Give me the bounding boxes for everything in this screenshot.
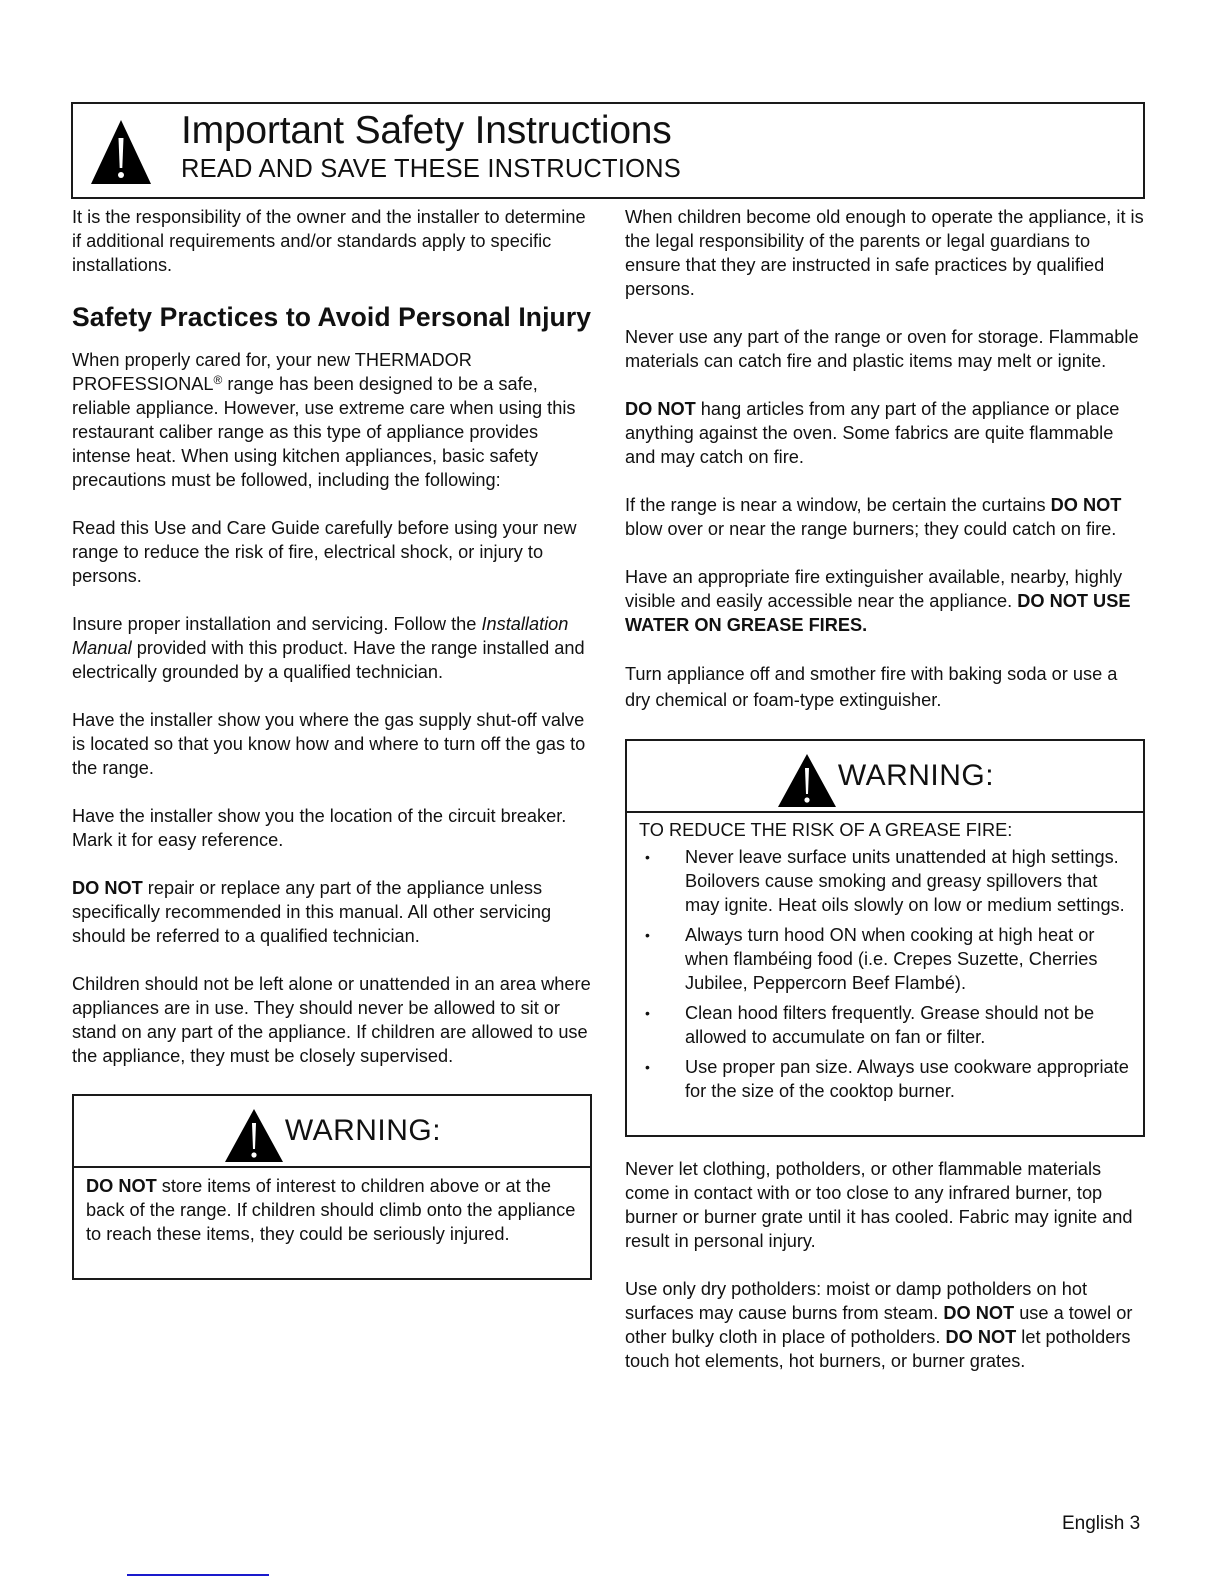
bullet-icon: • — [645, 849, 650, 865]
paragraph-text: If the range is near a window, be certain the curtains — [625, 495, 1051, 515]
warning-bullet — [639, 923, 1131, 995]
paragraph-text: provided with this product. Have the range installed and electrically grounded by a qualified technician. — [72, 638, 585, 682]
header-box — [71, 102, 1145, 199]
intro-paragraph: It is the responsibility of the owner and the installer to determine if additional requirements and/or standards apply to specific installations. — [72, 207, 586, 275]
paragraph-text: use a towel or other bulky cloth in place of potholders. — [625, 1303, 1133, 1347]
emphasis-no-water: DO NOT USE WATER ON GREASE FIRES. — [625, 591, 1131, 635]
warning-header — [627, 741, 1143, 813]
paragraph-gas-valve: Have the installer show you where the gas supply shut-off valve is located so that you know how and where to turn off the gas to the range. — [72, 710, 586, 778]
paragraph-text: range has been designed to be a safe, reliable appliance. However, use extreme care when using this restaurant caliber range as this type of appliance provides intense heat. When using kitchen appliances, basic safety precautions must be followed, including the following: — [72, 374, 576, 490]
paragraph-curtains — [625, 493, 1145, 541]
paragraph-storage: Never use any part of the range or oven for storage. Flammable materials can catch fire and plastic items may melt or ignite. — [625, 327, 1139, 371]
bullet-icon: • — [645, 1005, 650, 1021]
right-column — [625, 205, 1145, 1397]
warning-bullet-list — [639, 845, 1131, 1103]
paragraph-text: Use only dry potholders: moist or damp potholders on hot surfaces may cause burns from steam. — [625, 1279, 1088, 1323]
paragraph-text: hang articles from any part of the appliance or place anything against the oven. Some fabrics are quite flammable and may catch on fire. — [625, 399, 1120, 467]
paragraph-text: let potholders touch hot elements, hot burners, or burner grates. — [625, 1327, 1131, 1371]
emphasis-do-not: DO NOT — [943, 1303, 1015, 1323]
paragraph-smother: Turn appliance off and smother fire with baking soda or use a dry chemical or foam-type extinguisher. — [625, 664, 1118, 710]
warning-triangle-icon — [89, 116, 153, 186]
paragraph-text: Insure proper installation and servicing. Follow the — [72, 614, 482, 634]
emphasis-do-not: DO NOT — [86, 1176, 157, 1196]
bullet-text: Use proper pan size. Always use cookware appropriate for the size of the cooktop burner. — [685, 1057, 1129, 1101]
warning-lead: TO REDUCE THE RISK OF A GREASE FIRE: — [639, 820, 1013, 840]
page-subtitle: READ AND SAVE THESE INSTRUCTIONS — [181, 155, 681, 183]
paragraph-text: Have an appropriate fire extinguisher available, nearby, highly visible and easily accessible near the appliance. — [625, 567, 1123, 611]
warning-triangle-icon — [223, 1107, 285, 1163]
warning-body — [74, 1168, 590, 1256]
bullet-icon: • — [645, 1059, 650, 1075]
paragraph-hang-articles — [625, 397, 1145, 469]
warning-bullet — [639, 845, 1131, 917]
emphasis-do-not: DO NOT — [945, 1327, 1017, 1347]
emphasis-do-not: DO NOT — [1050, 495, 1122, 515]
emphasis-do-not: DO NOT — [625, 399, 696, 419]
left-column — [72, 205, 592, 1280]
paragraph-circuit-breaker: Have the installer show you the location of the circuit breaker. Mark it for easy reference. — [72, 806, 567, 850]
paragraph-installation — [72, 612, 592, 684]
warning-box-children — [72, 1094, 592, 1280]
paragraph-read-guide: Read this Use and Care Guide carefully before using your new range to reduce the risk of fire, electrical shock, or injury to persons. — [72, 518, 577, 586]
paragraph-text: repair or replace any part of the appliance unless specifically recommended in this manual. All other servicing should be referred to a qualified technician. — [72, 878, 552, 946]
warning-bullet — [639, 1055, 1131, 1103]
warning-body — [627, 813, 1143, 1119]
bullet-text: Never leave surface units unattended at high settings. Boilovers cause smoking and greasy spillovers that may ignite. Heat oils slowly on low or medium settings. — [685, 847, 1125, 915]
warning-bullet — [639, 1001, 1131, 1049]
paragraph-do-not-repair — [72, 876, 592, 948]
section-heading: Safety Practices to Avoid Personal Injury — [72, 302, 592, 332]
warning-header — [74, 1096, 590, 1168]
paragraph-extinguisher — [625, 565, 1145, 637]
link-underline[interactable] — [127, 1574, 269, 1576]
bullet-text: Clean hood filters frequently. Grease should not be allowed to accumulate on fan or filter. — [685, 1003, 1095, 1047]
registered-mark: ® — [213, 373, 223, 387]
emphasis-do-not: DO NOT — [72, 878, 143, 898]
page-number: English 3 — [1062, 1513, 1141, 1534]
installation-manual-ref: Installation Manual — [72, 614, 569, 658]
warning-box-grease-fire — [625, 739, 1145, 1137]
warning-triangle-icon — [776, 752, 838, 808]
paragraph-clothing: Never let clothing, potholders, or other flammable materials come in contact with or too close to any infrared burner, top burner or burner grate until it has cooled. Fabric may ignite and result in personal injury. — [625, 1159, 1133, 1251]
bullet-text: Always turn hood ON when cooking at high heat or when flambéing food (i.e. Crepes Suzette, Cherries Jubilee, Peppercorn Beef Flambé). — [685, 925, 1098, 993]
paragraph-children: Children should not be left alone or unattended in an area where appliances are in use. They should never be allowed to sit or stand on any part of the appliance. If children are allowed to use the appliance, they must be closely supervised. — [72, 974, 591, 1066]
paragraph-care — [72, 348, 592, 492]
paragraph-children-operate: When children become old enough to operate the appliance, it is the legal responsibility of the parents or legal guardians to ensure that they are instructed in safe practices by qualified persons. — [625, 207, 1144, 299]
warning-title: WARNING: — [837, 759, 995, 792]
warning-text: store items of interest to children above or at the back of the range. If children should climb onto the appliance to reach these items, they could be seriously injured. — [86, 1176, 576, 1244]
paragraph-potholders — [625, 1277, 1145, 1373]
page-title: Important Safety Instructions — [181, 109, 672, 152]
paragraph-text: blow over or near the range burners; they could catch on fire. — [625, 519, 1117, 539]
bullet-icon: • — [645, 927, 650, 943]
warning-title: WARNING: — [284, 1114, 442, 1147]
paragraph-text: When properly cared for, your new THERMADOR PROFESSIONAL — [72, 350, 472, 394]
